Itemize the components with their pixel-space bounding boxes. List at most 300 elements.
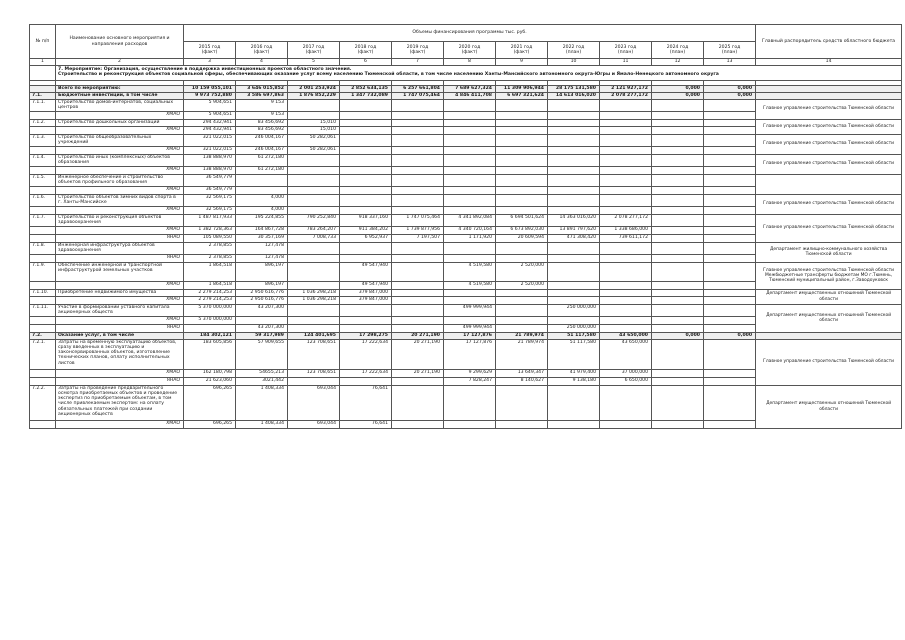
row-name: Затраты на временную эксплуатацию объектов, сразу введенных в эксплуатацию и законсервированных объектов, изготовление технических планов, оплату исполнительных листов xyxy=(56,339,184,369)
year-header xyxy=(444,42,496,59)
amount-cell xyxy=(444,146,496,154)
row-code: 7.1. xyxy=(30,92,56,99)
amount-cell: 693,044 xyxy=(288,385,340,420)
amount-cell xyxy=(288,304,340,316)
amount-cell xyxy=(704,420,756,428)
amount-cell: 10 159 055,101 xyxy=(184,85,236,92)
amount-cell: 127,478 xyxy=(236,242,288,254)
amount-cell xyxy=(496,206,548,214)
amount-cell: 379 847,000 xyxy=(340,296,392,304)
amount-cell xyxy=(496,289,548,296)
amount-cell xyxy=(704,186,756,194)
row-code xyxy=(30,316,56,324)
amount-cell xyxy=(652,339,704,369)
amount-cell: 51 117,580 xyxy=(548,332,600,339)
amount-cell xyxy=(444,194,496,206)
amount-cell xyxy=(392,296,444,304)
row-name: Бюджетные инвестиции, в том числе xyxy=(56,92,184,99)
amount-cell: 13 649,347 xyxy=(496,369,548,377)
amount-cell xyxy=(496,166,548,174)
column-index: 9 xyxy=(496,59,548,66)
amount-cell xyxy=(600,242,652,254)
amount-cell xyxy=(236,186,288,194)
amount-cell xyxy=(392,377,444,385)
amount-cell xyxy=(548,242,600,254)
year-label: 2015 год xyxy=(198,44,221,50)
amount-cell: 1 739 877,956 xyxy=(392,226,444,234)
total-row xyxy=(30,92,902,99)
row-name: Строительство дошкольных организаций xyxy=(56,119,184,126)
row-name: Строительство объектов зимних видов спорта в г. Ханты-Мансийске xyxy=(56,194,184,206)
amount-cell xyxy=(548,134,600,146)
amount-cell: 183 605,856 xyxy=(184,339,236,369)
row-code: 7.1.11. xyxy=(30,304,56,316)
amount-cell xyxy=(340,377,392,385)
row-name: Строительство иных (комплексных) объектов образования xyxy=(56,154,184,166)
amount-cell: 4 846 411,708 xyxy=(444,92,496,99)
amount-cell xyxy=(496,304,548,316)
amount-cell: 1 876 852,229 xyxy=(288,92,340,99)
amount-cell: 43 207,300 xyxy=(236,324,288,332)
amount-cell: 739 611,172 xyxy=(600,234,652,242)
year-label: 2023 год xyxy=(614,44,637,50)
amount-cell xyxy=(496,119,548,126)
amount-cell xyxy=(444,166,496,174)
amount-cell xyxy=(340,154,392,166)
amount-cell: 790 252,840 xyxy=(288,214,340,226)
owner-cell: Главное управление строительства Тюменской области xyxy=(756,214,902,242)
amount-cell xyxy=(392,420,444,428)
row-name: Строительство и реконструкция объектов здравоохранения xyxy=(56,214,184,226)
amount-cell xyxy=(548,154,600,166)
amount-cell: 83 456,692 xyxy=(236,126,288,134)
amount-cell xyxy=(704,262,756,281)
item-row xyxy=(30,174,902,186)
amount-cell: 138 888,970 xyxy=(184,166,236,174)
amount-cell: 4 340 720,164 xyxy=(444,226,496,234)
amount-cell: 5 904,651 xyxy=(184,111,236,119)
amount-cell: 918 337,160 xyxy=(340,214,392,226)
amount-cell: 59 317,989 xyxy=(236,332,288,339)
amount-cell xyxy=(704,339,756,369)
year-label: 2018 год xyxy=(354,44,377,50)
amount-cell: 54655,213 xyxy=(236,369,288,377)
amount-cell: 76,641 xyxy=(340,385,392,420)
amount-cell xyxy=(652,324,704,332)
year-label: 2022 год xyxy=(562,44,585,50)
item-row xyxy=(30,214,902,226)
amount-cell: 21 789,974 xyxy=(496,332,548,339)
amount-cell xyxy=(496,154,548,166)
amount-cell xyxy=(652,234,704,242)
amount-cell xyxy=(600,99,652,111)
amount-cell xyxy=(392,174,444,186)
amount-cell xyxy=(600,385,652,420)
amount-cell: 2 078 277,172 xyxy=(600,214,652,226)
amount-cell xyxy=(652,206,704,214)
amount-cell xyxy=(444,242,496,254)
amount-cell: 43 207,300 xyxy=(236,304,288,316)
amount-cell: 61 272,180 xyxy=(236,166,288,174)
amount-cell: 6 673 892,030 xyxy=(496,226,548,234)
amount-cell xyxy=(548,194,600,206)
amount-cell xyxy=(236,174,288,186)
region-label: ЯНАО xyxy=(56,324,184,332)
amount-cell xyxy=(704,304,756,316)
financing-table xyxy=(29,24,902,429)
amount-cell: 1 382 728,363 xyxy=(184,226,236,234)
column-index: 6 xyxy=(340,59,392,66)
amount-cell xyxy=(600,146,652,154)
amount-cell xyxy=(704,194,756,206)
amount-cell xyxy=(340,206,392,214)
amount-cell xyxy=(600,119,652,126)
amount-cell: 32 569,175 xyxy=(184,194,236,206)
amount-cell xyxy=(548,316,600,324)
amount-cell xyxy=(444,154,496,166)
amount-cell xyxy=(444,385,496,420)
amount-cell: 499 999,944 xyxy=(444,324,496,332)
amount-cell xyxy=(392,324,444,332)
amount-cell xyxy=(444,119,496,126)
amount-cell: 21 623,060 xyxy=(184,377,236,385)
amount-cell: 32 569,175 xyxy=(184,206,236,214)
amount-cell: 7 197,507 xyxy=(392,234,444,242)
column-index: 3 xyxy=(184,59,236,66)
amount-cell xyxy=(548,420,600,428)
row-code: 7.1.4. xyxy=(30,154,56,166)
amount-cell xyxy=(548,254,600,262)
owner-cell: Департамент имущественных отношений Тюменской области xyxy=(756,385,902,428)
amount-cell: 0,000 xyxy=(704,92,756,99)
amount-cell: 61 272,180 xyxy=(236,154,288,166)
amount-cell xyxy=(652,174,704,186)
row-name: Строительство домов-интернатов, социальных центров xyxy=(56,99,184,111)
amount-cell xyxy=(236,316,288,324)
amount-cell: 2 950 616,776 xyxy=(236,289,288,296)
row-code xyxy=(30,85,56,92)
amount-cell xyxy=(600,166,652,174)
amount-cell xyxy=(496,420,548,428)
amount-cell xyxy=(288,254,340,262)
row-code xyxy=(30,296,56,304)
column-index: 8 xyxy=(444,59,496,66)
year-type: (факт) xyxy=(513,50,530,55)
amount-cell xyxy=(652,166,704,174)
row-code xyxy=(30,226,56,234)
row-name: Инженерное обеспечение и строительство объектов профильного образования xyxy=(56,174,184,186)
amount-cell: 1 036 298,218 xyxy=(288,289,340,296)
amount-cell xyxy=(288,206,340,214)
amount-cell xyxy=(288,242,340,254)
amount-cell xyxy=(652,126,704,134)
amount-cell: 6 257 661,804 xyxy=(392,85,444,92)
row-code: 7.1.2. xyxy=(30,119,56,126)
amount-cell: 896,197 xyxy=(236,281,288,289)
amount-cell xyxy=(444,296,496,304)
item-row xyxy=(30,242,902,254)
owner-cell xyxy=(756,92,902,99)
amount-cell xyxy=(444,111,496,119)
amount-cell: 41 979,400 xyxy=(548,369,600,377)
total-row xyxy=(30,85,902,92)
amount-cell xyxy=(392,385,444,420)
amount-cell xyxy=(704,316,756,324)
amount-cell xyxy=(340,174,392,186)
row-name: Всего по мероприятию: xyxy=(56,85,184,92)
amount-cell xyxy=(548,99,600,111)
column-index: 1 xyxy=(30,59,56,66)
amount-cell: 49 547,940 xyxy=(340,281,392,289)
amount-cell xyxy=(600,289,652,296)
amount-cell xyxy=(652,226,704,234)
row-code: 7.1.3. xyxy=(30,134,56,146)
amount-cell xyxy=(652,385,704,420)
amount-cell: 6 694 501,624 xyxy=(496,214,548,226)
item-row xyxy=(30,134,902,146)
year-type: (факт) xyxy=(305,50,322,55)
amount-cell: 0,000 xyxy=(652,92,704,99)
amount-cell xyxy=(392,134,444,146)
amount-cell xyxy=(392,206,444,214)
amount-cell: 1 036 298,218 xyxy=(288,296,340,304)
amount-cell: 14 613 016,020 xyxy=(548,92,600,99)
amount-cell: 3 646 015,852 xyxy=(236,85,288,92)
amount-cell: 896,197 xyxy=(236,262,288,281)
amount-cell: 184 302,121 xyxy=(184,332,236,339)
row-code xyxy=(30,146,56,154)
amount-cell xyxy=(600,420,652,428)
owner-cell: Главное управление строительства Тюменской области xyxy=(756,154,902,174)
year-header xyxy=(496,42,548,59)
amount-cell xyxy=(288,174,340,186)
column-index: 2 xyxy=(56,59,184,66)
amount-cell: 3 586 697,863 xyxy=(236,92,288,99)
year-header xyxy=(600,42,652,59)
amount-cell xyxy=(704,281,756,289)
amount-cell: 17 298,275 xyxy=(340,332,392,339)
column-index: 11 xyxy=(600,59,652,66)
amount-cell: 6 697 321,624 xyxy=(496,92,548,99)
amount-cell xyxy=(704,126,756,134)
owner-cell: Главное управление строительства Тюменской области xyxy=(756,339,902,385)
row-name: Строительство общеобразовательных учреждений xyxy=(56,134,184,146)
amount-cell: 2 279 214,253 xyxy=(184,296,236,304)
region-label: ХМАО xyxy=(56,296,184,304)
amount-cell xyxy=(704,146,756,154)
amount-cell xyxy=(548,206,600,214)
amount-cell: 911 384,202 xyxy=(340,226,392,234)
amount-cell xyxy=(392,281,444,289)
owner-cell xyxy=(756,332,902,339)
amount-cell xyxy=(704,166,756,174)
region-label: ХМАО xyxy=(56,226,184,234)
amount-cell xyxy=(704,174,756,186)
amount-cell: 43 650,000 xyxy=(600,339,652,369)
year-label: 2020 год xyxy=(458,44,481,50)
amount-cell xyxy=(340,111,392,119)
amount-cell xyxy=(340,166,392,174)
amount-cell xyxy=(496,242,548,254)
amount-cell xyxy=(600,281,652,289)
amount-cell: 2 378,855 xyxy=(184,242,236,254)
item-row xyxy=(30,289,902,296)
amount-cell xyxy=(704,377,756,385)
row-name: Обеспечение инженерной и транспортной инфраструктурой земельных участков xyxy=(56,262,184,281)
amount-cell: 250 000,000 xyxy=(548,324,600,332)
row-code: 7.2.1. xyxy=(30,339,56,369)
amount-cell xyxy=(652,369,704,377)
amount-cell: 499 999,944 xyxy=(444,304,496,316)
amount-cell: 7 689 627,324 xyxy=(444,85,496,92)
amount-cell: 0,000 xyxy=(652,332,704,339)
amount-cell: 7 828,247 xyxy=(444,377,496,385)
amount-cell xyxy=(340,134,392,146)
amount-cell xyxy=(600,174,652,186)
amount-cell xyxy=(704,154,756,166)
region-label: ХМАО xyxy=(56,146,184,154)
row-code xyxy=(30,126,56,134)
amount-cell xyxy=(496,194,548,206)
amount-cell xyxy=(288,111,340,119)
amount-cell: 1 864,518 xyxy=(184,281,236,289)
amount-cell xyxy=(392,146,444,154)
row-code: 7.1.7. xyxy=(30,214,56,226)
amount-cell xyxy=(652,119,704,126)
amount-cell: 2 852 634,135 xyxy=(340,85,392,92)
year-header xyxy=(652,42,704,59)
year-header xyxy=(340,42,392,59)
amount-cell xyxy=(704,134,756,146)
amount-cell xyxy=(600,262,652,281)
column-index: 4 xyxy=(236,59,288,66)
amount-cell xyxy=(392,242,444,254)
row-code xyxy=(30,234,56,242)
item-row xyxy=(30,339,902,369)
amount-cell xyxy=(288,154,340,166)
amount-cell xyxy=(652,296,704,304)
amount-cell xyxy=(548,166,600,174)
amount-cell: 5 370 000,000 xyxy=(184,304,236,316)
owner-cell xyxy=(756,174,902,194)
amount-cell xyxy=(600,304,652,316)
row-code xyxy=(30,369,56,377)
amount-cell xyxy=(548,385,600,420)
amount-cell xyxy=(704,369,756,377)
region-label: ХМАО xyxy=(56,186,184,194)
amount-cell xyxy=(600,186,652,194)
amount-cell xyxy=(496,126,548,134)
owner-col-header: Главный распорядитель средств областного бюджета xyxy=(756,25,902,59)
amount-cell xyxy=(652,262,704,281)
amount-cell: 123 708,651 xyxy=(288,369,340,377)
amount-cell xyxy=(600,324,652,332)
region-label: ХМАО xyxy=(56,420,184,428)
amount-cell: 49 547,940 xyxy=(340,262,392,281)
amount-cell xyxy=(392,154,444,166)
amount-cell xyxy=(704,214,756,226)
row-code xyxy=(30,206,56,214)
year-header xyxy=(704,42,756,59)
owner-cell: Департамент имущественных отношений Тюменской области xyxy=(756,289,902,304)
amount-cell xyxy=(444,420,496,428)
column-index: 10 xyxy=(548,59,600,66)
amount-cell: 0,000 xyxy=(652,85,704,92)
amount-cell xyxy=(340,186,392,194)
amount-cell xyxy=(704,324,756,332)
year-type: (факт) xyxy=(357,50,374,55)
amount-cell: 696,265 xyxy=(184,420,236,428)
row-name: Оказание услуг, в том числе xyxy=(56,332,184,339)
amount-cell xyxy=(704,99,756,111)
amount-cell xyxy=(496,134,548,146)
amount-cell: 50 282,061 xyxy=(288,134,340,146)
amount-cell: 28 175 131,580 xyxy=(548,85,600,92)
owner-cell xyxy=(756,85,902,92)
amount-cell xyxy=(548,111,600,119)
amount-cell: 4,000 xyxy=(236,194,288,206)
total-row xyxy=(30,332,902,339)
amount-cell: 36 549,779 xyxy=(184,186,236,194)
region-label: ХМАО xyxy=(56,206,184,214)
amount-cell: 30 357,169 xyxy=(236,234,288,242)
amount-cell: 9 153 xyxy=(236,111,288,119)
row-name: Участие в формировании уставного капитала акционерных обществ xyxy=(56,304,184,316)
amount-cell xyxy=(392,119,444,126)
amount-cell xyxy=(652,254,704,262)
financing-table-sheet xyxy=(29,24,901,629)
amount-cell xyxy=(652,134,704,146)
amount-cell: 162 180,798 xyxy=(184,369,236,377)
amount-cell xyxy=(340,254,392,262)
item-row xyxy=(30,304,902,316)
amount-cell xyxy=(496,316,548,324)
amount-cell xyxy=(548,186,600,194)
amount-cell xyxy=(548,262,600,281)
amount-cell xyxy=(288,166,340,174)
amount-cell xyxy=(548,174,600,186)
amount-cell xyxy=(600,126,652,134)
amount-cell: 9 299,629 xyxy=(444,369,496,377)
amount-cell xyxy=(652,146,704,154)
region-label: ЯНАО xyxy=(56,377,184,385)
year-label: 2019 год xyxy=(406,44,429,50)
amount-cell xyxy=(600,296,652,304)
amount-cell: 2 121 927,172 xyxy=(600,85,652,92)
year-label: 2016 год xyxy=(250,44,273,50)
year-label: 2025 год xyxy=(718,44,741,50)
amount-cell xyxy=(652,316,704,324)
amount-cell: 15,010 xyxy=(288,126,340,134)
amount-cell: 471 308,420 xyxy=(548,234,600,242)
amount-cell xyxy=(392,304,444,316)
row-code xyxy=(30,281,56,289)
column-index: 7 xyxy=(392,59,444,66)
amount-cell xyxy=(392,254,444,262)
amount-cell: 294 432,941 xyxy=(184,126,236,134)
amount-cell: 9 153 xyxy=(236,99,288,111)
amount-cell: 1 338 686,000 xyxy=(600,226,652,234)
year-type: (план) xyxy=(669,50,686,55)
year-type: (план) xyxy=(617,50,634,55)
amount-cell xyxy=(340,194,392,206)
row-code xyxy=(30,420,56,428)
amount-cell: 696,265 xyxy=(184,385,236,420)
amount-cell xyxy=(340,324,392,332)
amount-cell: 0,000 xyxy=(704,332,756,339)
amount-cell: 321 022,015 xyxy=(184,134,236,146)
amount-cell xyxy=(288,324,340,332)
